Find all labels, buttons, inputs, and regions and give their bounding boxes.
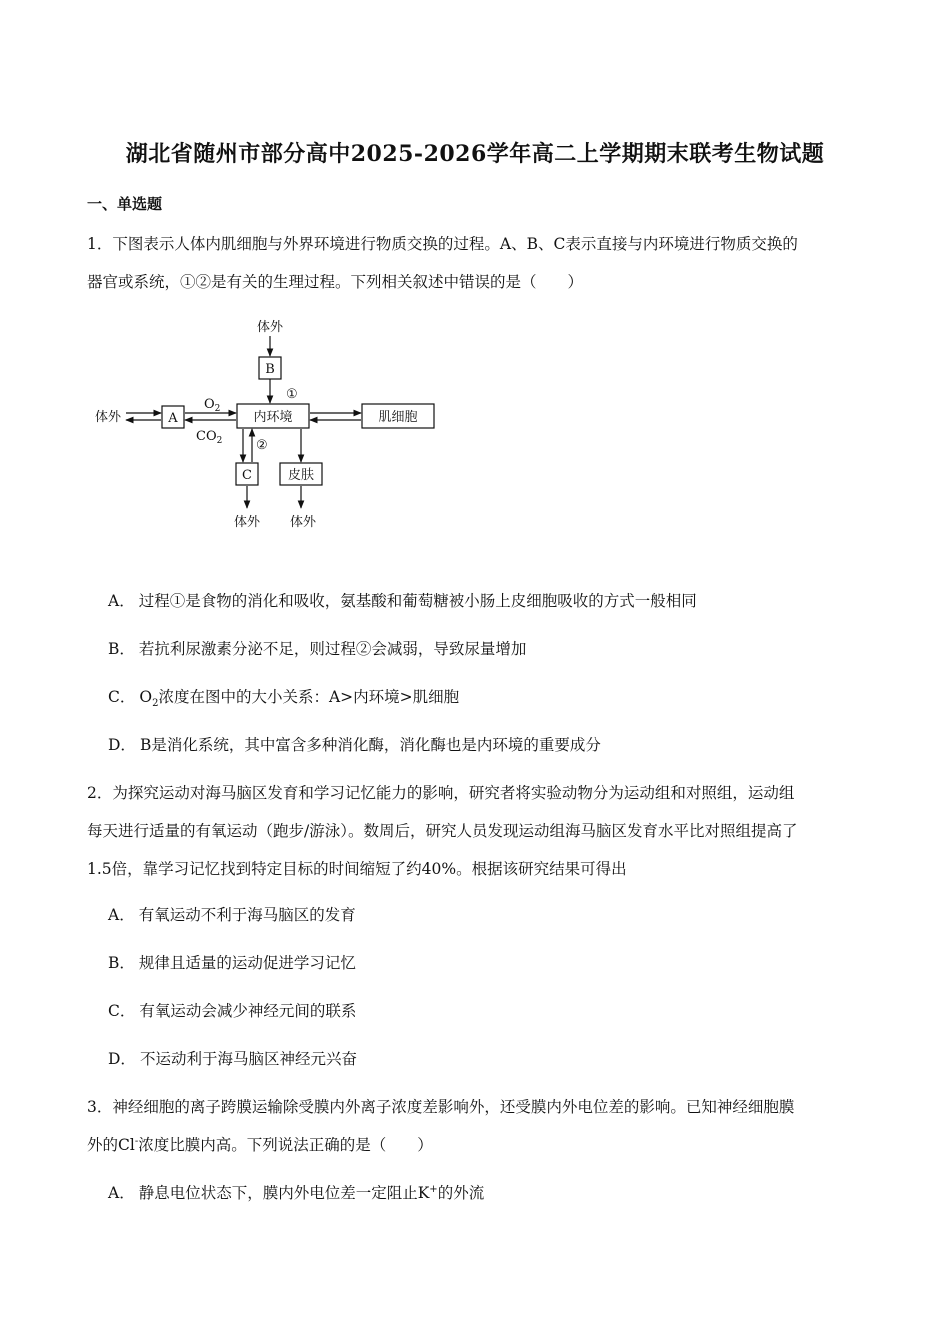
page-title: 湖北省随州市部分高中2025-2026学年高二上学期期末联考生物试题 bbox=[125, 141, 825, 167]
q1-number: 1． bbox=[87, 235, 113, 253]
q1-stem-line-2: 器官或系统，①②是有关的生理过程。下列相关叙述中错误的是（ ） bbox=[87, 273, 584, 291]
q3-stem-line-2: 外的Cl-浓度比膜内高。下列说法正确的是（ ） bbox=[87, 1135, 433, 1154]
label-box-a: A bbox=[168, 411, 178, 426]
q3-option-a[interactable]: A． 静息电位状态下，膜内外电位差一定阻止K+的外流 bbox=[108, 1183, 485, 1202]
q1-diagram bbox=[90, 316, 450, 536]
label-muscle: 肌细胞 bbox=[378, 410, 418, 425]
q2-stem-line-3: 1.5倍，靠学习记忆找到特定目标的时间缩短了约40%。根据该研究结果可得出 bbox=[87, 860, 627, 878]
label-process-1: ① bbox=[286, 387, 298, 402]
label-box-c: C bbox=[242, 468, 252, 483]
label-co2: $CO_2$ bbox=[196, 429, 223, 446]
label-outside-top: 体外 bbox=[256, 320, 284, 335]
label-o2: $O_2$ bbox=[204, 397, 221, 414]
q2-number: 2． bbox=[87, 784, 113, 802]
q2-stem-line-1: 2．为探究运动对海马脑区发育和学习记忆能力的影响，研究者将实验动物分为运动组和对照组，运动组 bbox=[87, 784, 795, 802]
q1-stem-line-1 bbox=[87, 232, 798, 254]
q2-option-c[interactable]: C． 有氧运动会减少神经元间的联系 bbox=[108, 1002, 357, 1020]
label-outside-bottom-1: 体外 bbox=[233, 515, 261, 530]
q1-option-a[interactable]: A． 过程①是食物的消化和吸收，氨基酸和葡萄糖被小肠上皮细胞吸收的方式一般相同 bbox=[108, 592, 697, 610]
q2-option-a[interactable]: A． 有氧运动不利于海马脑区的发育 bbox=[108, 906, 356, 924]
q2-option-b[interactable]: B． 规律且适量的运动促进学习记忆 bbox=[108, 954, 356, 972]
section-heading: 一、单选题 bbox=[87, 195, 163, 213]
q1-option-d[interactable]: D． B是消化系统，其中富含多种消化酶，消化酶也是内环境的重要成分 bbox=[108, 736, 601, 754]
q3-number: 3． bbox=[87, 1098, 113, 1116]
q1-option-b[interactable]: B． 若抗利尿激素分泌不足，则过程②会减弱，导致尿量增加 bbox=[108, 640, 527, 658]
q2-option-d[interactable]: D． 不运动利于海马脑区神经元兴奋 bbox=[108, 1050, 357, 1068]
label-env: 内环境 bbox=[253, 410, 293, 425]
label-outside-bottom-2: 体外 bbox=[289, 515, 317, 530]
q3-stem-line-1: 3．神经细胞的离子跨膜运输除受膜内外离子浓度差影响外，还受膜内外电位差的影响。已知神经细胞膜 bbox=[87, 1098, 795, 1116]
q2-stem-line-2: 每天进行适量的有氧运动（跑步/游泳）。数周后，研究人员发现运动组海马脑区发育水平比对照组提高了 bbox=[87, 822, 798, 840]
q1-option-c[interactable]: C． $O_2$浓度在图中的大小关系：A>内环境>肌细胞 bbox=[108, 688, 460, 710]
label-box-b: B bbox=[265, 362, 275, 377]
label-outside-left: 体外 bbox=[95, 410, 122, 425]
label-process-2: ② bbox=[256, 438, 268, 453]
label-skin: 皮肤 bbox=[287, 468, 315, 483]
q1-text-1: 下图表示人体内肌细胞与外界环境进行物质交换的过程。A、B、C表示直接与内环境进行物质交换的 bbox=[112, 235, 798, 253]
